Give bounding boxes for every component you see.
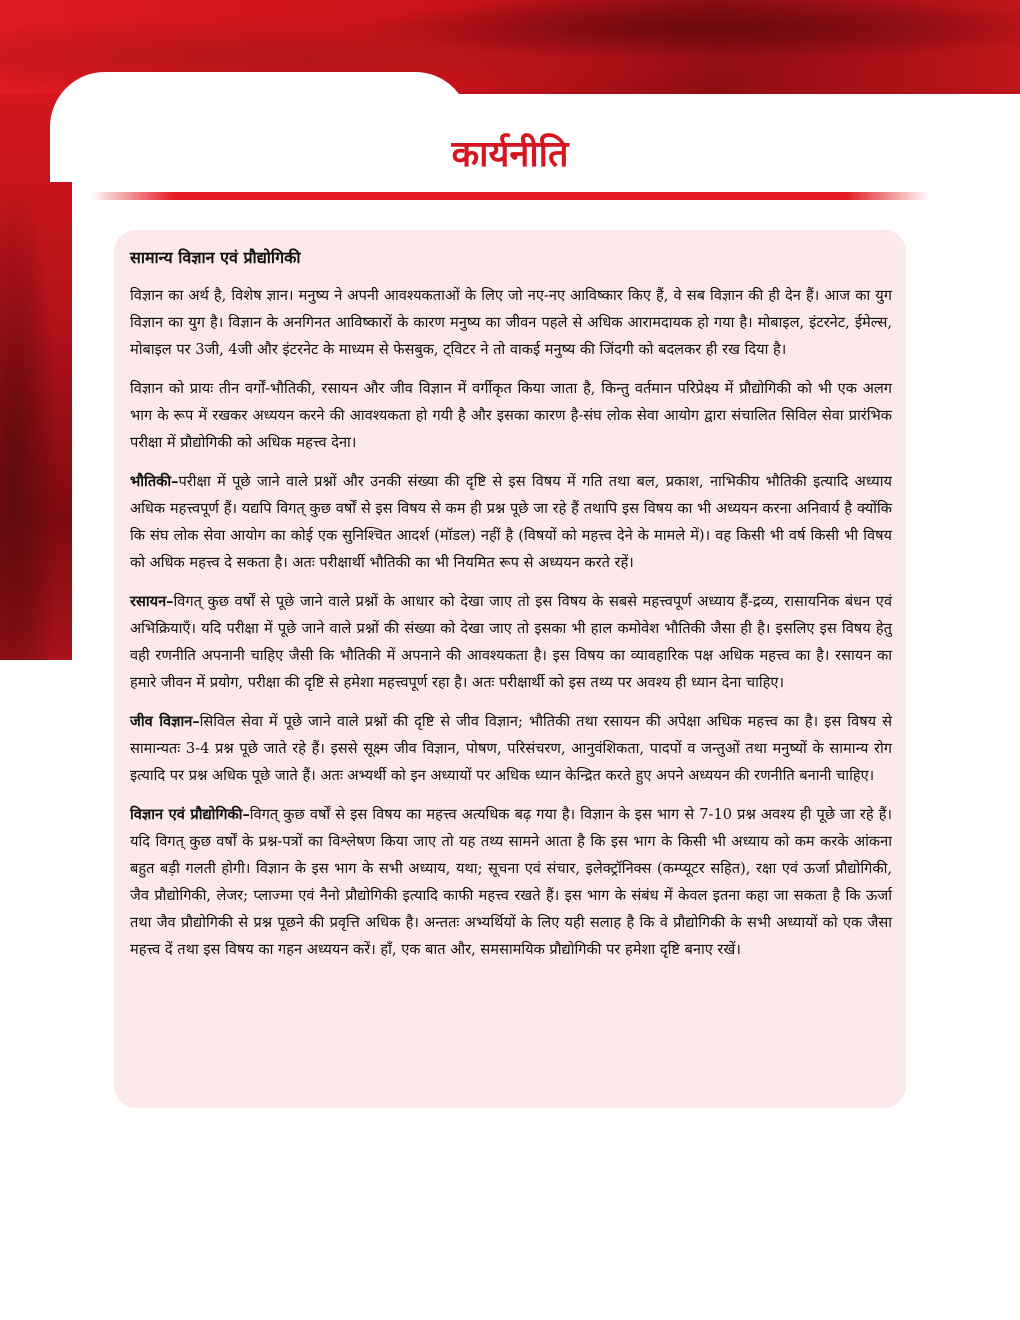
paragraph-text: विगत् कुछ वर्षों से इस विषय का महत्त्व अत्यधिक बढ़ गया है। विज्ञान के इस भाग से 7-10 प्रश्न अवश्य ही पूछे जा रहे हैं। यदि विगत् कुछ वर्षों के प्रश्न-पत्रों का विश्लेषण किया जाए तो यह तथ्य सामने आता है कि इस भाग के किसी भी अध्याय को कम करके आंकना बहुत बड़ी गलती होगी। विज्ञान के इस भाग के सभी अध्याय, यथा; सूचना एवं संचार, इलेक्ट्रॉनिक्स (कम्प्यूटर सहित), रक्षा एवं ऊर्जा प्रौद्योगिकी, जैव प्रौद्योगिकी, लेजर; प्लाज्मा एवं नैनो प्रौद्योगिकी इत्यादि काफी महत्त्व रखते हैं। इस भाग के संबंध में केवल इतना कहा जा सकता है कि ऊर्जा तथा जैव प्रौद्योगिकी से प्रश्न पूछने की प्रवृत्ति अधिक है। अन्ततः अभ्यर्थियों के लिए यही सलाह है कि वे प्रौद्योगिकी के सभी अध्यायों को एक जैसा महत्त्व दें तथा इस विषय का गहन अध्ययन करें। हाँ, एक बात और, समसामयिक प्रौद्योगिकी पर हमेशा दृष्टि बनाए रखें। (130, 806, 892, 958)
paragraph-lead: विज्ञान एवं प्रौद्योगिकी– (130, 806, 250, 823)
paragraph-text: परीक्षा में पूछे जाने वाले प्रश्नों और उनकी संख्या की दृष्टि से इस विषय में गति तथा बल, प्रकाश, नाभिकीय भौतिकी इत्यादि अध्याय अधिक महत्त्वपूर्ण हैं। यद्यपि विगत् कुछ वर्षों से इस विषय से कम ही प्रश्न पूछे जा रहे हैं तथापि इस विषय का भी अध्ययन करना अनिवार्य है क्योंकि कि संघ लोक सेवा आयोग का कोई एक सुनिश्चित आदर्श (मॉडल) नहीं है (विषयों को महत्त्व देने के मामले में)। वह किसी भी वर्ष किसी भी विषय को अधिक महत्त्व दे सकता है। अतः परीक्षार्थी भौतिकी का भी नियमित रूप से अध्ययन करते रहें। (130, 473, 892, 571)
title-underline (90, 192, 930, 200)
paragraph-lead: जीव विज्ञान– (130, 713, 200, 730)
paragraph-text: विज्ञान का अर्थ है, विशेष ज्ञान। मनुष्य ने अपनी आवश्यकताओं के लिए जो नए-नए आविष्कार किए हैं, वे सब विज्ञान की ही देन हैं। आज का युग विज्ञान का युग है। विज्ञान के अनगिनत आविष्कारों के कारण मनुष्य का जीवन पहले से अधिक आरामदायक हो गया है। मोबाइल, इंटरनेट, ईमेल्स, मोबाइल पर 3जी, 4जी और इंटरनेट के माध्यम से फेसबुक, ट्विटर ने तो वाकई मनुष्य की जिंदगी को बदलकर ही रख दिया है। (130, 287, 892, 358)
paragraph-technology (130, 801, 892, 963)
paragraph-biology (130, 708, 892, 789)
paragraph-intro (130, 282, 892, 363)
section-heading: सामान्य विज्ञान एवं प्रौद्योगिकी (130, 248, 301, 267)
content-box (114, 230, 906, 1108)
paragraph-classification (130, 375, 892, 456)
paragraph-physics (130, 468, 892, 576)
paragraph-text: विज्ञान को प्रायः तीन वर्गों-भौतिकी, रसायन और जीव विज्ञान में वर्गीकृत किया जाता है, किन्तु वर्तमान परिप्रेक्ष्य में प्रौद्योगिकी को भी एक अलग भाग के रूप में रखकर अध्ययन करने की आवश्यकता हो गयी है और इसका कारण है-संघ लोक सेवा आयोग द्वारा संचालित सिविल सेवा प्रारंभिक परीक्षा में प्रौद्योगिकी को अधिक महत्त्व देना। (130, 380, 893, 451)
paragraph-lead: भौतिकी– (130, 473, 179, 490)
paragraph-text: सिविल सेवा में पूछे जाने वाले प्रश्नों की दृष्टि से जीव विज्ञान; भौतिकी तथा रसायन की अपेक्षा अधिक महत्त्व का है। इस विषय से सामान्यतः 3-4 प्रश्न पूछे जाते रहे हैं। इससे सूक्ष्म जीव विज्ञान, पोषण, परिसंचरण, आनुवंशिकता, पादपों व जन्तुओं तथा मनुष्यों के सामान्य रोग इत्यादि पर प्रश्न अधिक पूछे जाते हैं। अतः अभ्यर्थी को इन अध्यायों पर अधिक ध्यान केन्द्रित करते हुए अपने अध्ययन की रणनीति बनानी चाहिए। (130, 713, 892, 784)
paragraph-text: विगत् कुछ वर्षों से पूछे जाने वाले प्रश्नों के आधार को देखा जाए तो इस विषय के सबसे महत्त्वपूर्ण अध्याय हैं-द्रव्य, रासायनिक बंधन एवं अभिक्रियाएँ। यदि परीक्षा में पूछे जाने वाले प्रश्नों की संख्या को देखा जाए तो इसका भी हाल कमोवेश भौतिकी जैसा ही है। इसलिए इस विषय हेतु वही रणनीति अपनानी चाहिए जैसी कि भौतिकी में अपनाने की आवश्यकता है। इस विषय का व्यावहारिक पक्ष अधिक महत्त्व का है। रसायन का हमारे जीवन में प्रयोग, परीक्षा की दृष्टि से हमेशा महत्त्वपूर्ण रहा है। अतः परीक्षार्थी को इस तथ्य पर अवश्य ही ध्यान देना चाहिए। (130, 593, 892, 691)
paragraph-lead: रसायन– (130, 593, 174, 610)
paragraph-chemistry (130, 588, 892, 696)
page-title: कार्यनीति (451, 133, 569, 175)
